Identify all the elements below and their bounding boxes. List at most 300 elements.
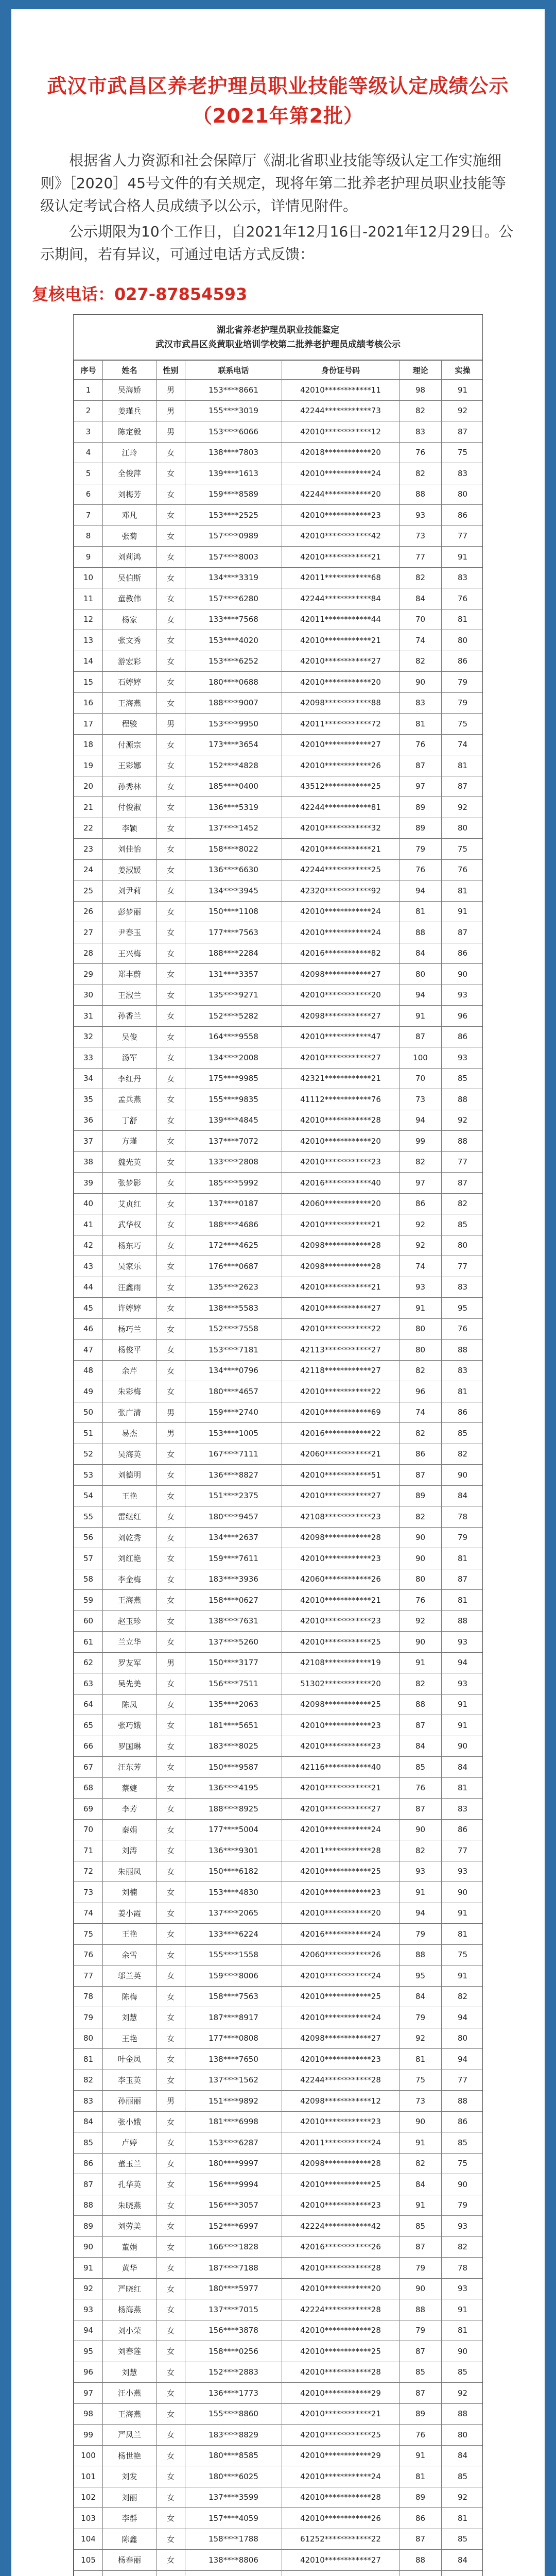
table-cell: 89	[399, 2403, 442, 2425]
table-cell: 95	[74, 2341, 103, 2362]
table-cell: 172****4625	[185, 1235, 282, 1256]
table-cell: 女	[157, 1736, 185, 1757]
table-cell: 42224************28	[282, 2299, 399, 2320]
table-cell: 33	[74, 1047, 103, 1069]
table-cell: 93	[442, 1861, 483, 1882]
table-cell: 42010************25	[282, 1861, 399, 1882]
table-cell: 159****8006	[185, 1965, 282, 1987]
table-cell: 女	[157, 2153, 185, 2174]
table-cell: 96	[399, 1381, 442, 1402]
table-cell: 137****7072	[185, 1131, 282, 1152]
table-cell: 李群	[103, 2508, 157, 2529]
table-cell: 70	[399, 1068, 442, 1089]
table-cell: 85	[442, 2529, 483, 2550]
table-cell: 138****7803	[185, 442, 282, 463]
table-cell: 90	[74, 2236, 103, 2258]
table-cell: 155****3019	[185, 400, 282, 421]
table-cell: 90	[399, 1632, 442, 1653]
table-cell: 91	[442, 2299, 483, 2320]
table-cell: 180****8585	[185, 2445, 282, 2466]
table-cell: 42010************21	[282, 839, 399, 860]
table-cell: 女	[157, 1527, 185, 1548]
table-cell: 女	[157, 1381, 185, 1402]
table-cell: 42010************69	[282, 1402, 399, 1423]
table-cell: 女	[157, 2466, 185, 2487]
table-cell: 82	[399, 1151, 442, 1173]
table-cell: 74	[74, 1903, 103, 1924]
table-cell: 女	[157, 2320, 185, 2341]
table-cell: 42010************21	[282, 1277, 399, 1298]
table-row	[74, 2216, 483, 2237]
table-row	[74, 1173, 483, 1194]
table-row	[74, 2403, 483, 2425]
table-cell: 94	[399, 1903, 442, 1924]
table-cell: 女	[157, 1777, 185, 1799]
table-row	[74, 526, 483, 547]
column-header: 实操	[442, 361, 483, 380]
table-cell: 177****0808	[185, 2028, 282, 2049]
table-cell: 91	[442, 1694, 483, 1715]
table-cell: 42010************23	[282, 1151, 399, 1173]
table-cell: 86	[442, 2111, 483, 2132]
table-cell: 82	[399, 1840, 442, 1861]
table-cell: 女	[157, 1715, 185, 1736]
table-cell: 王彩娜	[103, 755, 157, 776]
table-cell: 42244************20	[282, 484, 399, 505]
table-cell: 93	[399, 505, 442, 526]
table-cell: 王海燕	[103, 2403, 157, 2425]
table-cell: 王艳	[103, 1485, 157, 1506]
table-cell: 42010************24	[282, 2466, 399, 2487]
table-cell: 黄华	[103, 2258, 157, 2279]
table-cell: 105	[74, 2550, 103, 2571]
table-cell: 158****0627	[185, 1590, 282, 1611]
table-cell: 42016************24	[282, 1924, 399, 1945]
table-cell: 90	[442, 2174, 483, 2195]
table-cell: 22	[74, 818, 103, 839]
table-row	[74, 505, 483, 526]
table-cell: 136****5319	[185, 797, 282, 818]
table-cell: 76	[399, 442, 442, 463]
table-cell: 90	[442, 964, 483, 985]
table-row	[74, 985, 483, 1006]
table-cell: 42016************40	[282, 1173, 399, 1194]
table-cell: 42010************27	[282, 1047, 399, 1069]
table-cell: 27	[74, 922, 103, 943]
table-cell: 女	[157, 1131, 185, 1152]
table-cell: 刘慧	[103, 2007, 157, 2028]
table-cell: 李颖	[103, 818, 157, 839]
table-cell: 156****3057	[185, 2195, 282, 2216]
table-cell: 150****6182	[185, 1861, 282, 1882]
table-cell: 43	[74, 1256, 103, 1277]
table-cell: 85	[399, 2216, 442, 2237]
table-cell: 杨俊平	[103, 1340, 157, 1361]
table-cell: 42010************27	[282, 1485, 399, 1506]
table-cell: 84	[399, 588, 442, 609]
table-cell: 153****7181	[185, 1340, 282, 1361]
table-cell: 72	[74, 1861, 103, 1882]
table-cell: 152****6997	[185, 2216, 282, 2237]
table-cell: 90	[399, 1527, 442, 1548]
table-cell: 42010************51	[282, 1465, 399, 1486]
table-cell: 75	[442, 442, 483, 463]
table-cell: 94	[399, 880, 442, 902]
table-cell: 86	[399, 1193, 442, 1214]
table-row	[74, 964, 483, 985]
table-cell: 女	[157, 2278, 185, 2299]
table-cell: 女	[157, 755, 185, 776]
table-cell: 180****6025	[185, 2466, 282, 2487]
table-cell: 女	[157, 2383, 185, 2404]
table-cell: 女	[157, 588, 185, 609]
table-cell: 92	[399, 2028, 442, 2049]
table-cell: 雷继红	[103, 1506, 157, 1528]
table-cell: 石婷婷	[103, 672, 157, 693]
table-cell: 77	[442, 2070, 483, 2091]
table-row	[74, 1214, 483, 1235]
table-cell: 81	[74, 2049, 103, 2070]
table-cell: 185****5992	[185, 1173, 282, 1194]
table-cell: 81	[399, 2466, 442, 2487]
table-row	[74, 1548, 483, 1569]
table-cell: 98	[399, 380, 442, 401]
table-cell: 女	[157, 1277, 185, 1298]
table-row	[74, 1799, 483, 1820]
table-cell: 女	[157, 2403, 185, 2425]
table-cell: 女	[157, 2341, 185, 2362]
table-cell: 99	[74, 2425, 103, 2446]
table-cell: 94	[74, 2320, 103, 2341]
table-cell: 98	[74, 2403, 103, 2425]
table-cell: 87	[399, 2383, 442, 2404]
table-cell: 42010************23	[282, 1882, 399, 1903]
table-cell: 76	[74, 1944, 103, 1965]
table-row	[74, 1444, 483, 1465]
table-cell: 94	[442, 2049, 483, 2070]
announcement-page	[11, 9, 545, 2576]
table-cell: 86	[442, 1402, 483, 1423]
table-cell: 183****8025	[185, 1736, 282, 1757]
table-cell: 188****8925	[185, 1799, 282, 1820]
table-row	[74, 2425, 483, 2446]
table-cell: 男	[157, 714, 185, 735]
table-row	[74, 380, 483, 401]
table-cell: 88	[399, 1694, 442, 1715]
table-cell: 女	[157, 1006, 185, 1027]
table-cell	[103, 2570, 157, 2576]
table-cell: 137****3599	[185, 2487, 282, 2508]
table-cell: 刘丽	[103, 2487, 157, 2508]
table-cell: 82	[399, 1506, 442, 1528]
table-cell: 62	[74, 1652, 103, 1673]
table-cell: 80	[442, 484, 483, 505]
table-cell	[399, 2570, 442, 2576]
table-cell: 91	[442, 380, 483, 401]
table-cell: 孙丽丽	[103, 2091, 157, 2112]
table-cell: 杨海燕	[103, 2299, 157, 2320]
table-row	[74, 2236, 483, 2258]
table-cell: 70	[399, 609, 442, 630]
table-cell: 82	[399, 463, 442, 484]
table-cell: 32	[74, 1026, 103, 1047]
table-cell: 42098************12	[282, 2091, 399, 2112]
table-cell: 8	[74, 526, 103, 547]
table-row	[74, 2445, 483, 2466]
table-cell: 10	[74, 567, 103, 588]
table-cell: 80	[442, 2028, 483, 2049]
table-cell: 82	[74, 2070, 103, 2091]
table-cell: 女	[157, 859, 185, 880]
table-cell: 97	[74, 2383, 103, 2404]
table-cell: 29	[74, 964, 103, 985]
table-cell: 42010************24	[282, 1819, 399, 1840]
column-header: 性别	[157, 361, 185, 380]
table-cell: 68	[74, 1777, 103, 1799]
table-cell: 177****7563	[185, 922, 282, 943]
table-cell: 42010************23	[282, 1611, 399, 1632]
table-cell: 88	[399, 2299, 442, 2320]
table-cell: 50	[74, 1402, 103, 1423]
table-cell: 82	[399, 651, 442, 672]
table-cell: 135****9271	[185, 985, 282, 1006]
table-cell: 58	[74, 1569, 103, 1590]
table-cell: 34	[74, 1068, 103, 1089]
table-row	[74, 1381, 483, 1402]
table-cell: 90	[399, 1819, 442, 1840]
table-cell: 王兴梅	[103, 943, 157, 964]
table-cell: 吴伯斯	[103, 567, 157, 588]
table-row	[74, 1151, 483, 1173]
table-cell: 92	[442, 400, 483, 421]
table-cell: 女	[157, 1298, 185, 1319]
table-cell: 男	[157, 380, 185, 401]
table-cell: 42010************27	[282, 1298, 399, 1319]
table-cell: 70	[74, 1819, 103, 1840]
table-cell: 朱丽凤	[103, 1861, 157, 1882]
table-cell: 42010************29	[282, 2383, 399, 2404]
table-row	[74, 1986, 483, 2007]
table-cell: 女	[157, 526, 185, 547]
table-cell: 女	[157, 1340, 185, 1361]
table-cell: 艾贞红	[103, 1193, 157, 1214]
table-cell: 77	[442, 1256, 483, 1277]
table-cell: 刘佳怡	[103, 839, 157, 860]
table-cell: 76	[399, 734, 442, 755]
table-cell: 易杰	[103, 1423, 157, 1444]
intro-paragraph-2: 公示期限为10个工作日，自2021年12月16日-2021年12月29日。公示期间，若有异议，可通过电话方式反馈：	[40, 223, 513, 263]
table-cell: 135****2623	[185, 1277, 282, 1298]
table-cell: 82	[442, 1193, 483, 1214]
table-cell	[157, 2570, 185, 2576]
table-cell: 42108************19	[282, 1652, 399, 1673]
table-cell: 104	[74, 2529, 103, 2550]
table-cell: 86	[442, 651, 483, 672]
table-cell: 82	[399, 2153, 442, 2174]
table-cell: 153****6066	[185, 421, 282, 443]
table-cell: 93	[442, 985, 483, 1006]
table-cell: 136****1773	[185, 2383, 282, 2404]
table-cell: 80	[399, 1318, 442, 1340]
table-row	[74, 922, 483, 943]
table-cell: 134****3319	[185, 567, 282, 588]
table-cell: 54	[74, 1485, 103, 1506]
table-row	[74, 1340, 483, 1361]
table-cell: 87	[399, 2236, 442, 2258]
table-cell: 42010************24	[282, 463, 399, 484]
table-cell	[74, 2570, 103, 2576]
table-cell: 女	[157, 672, 185, 693]
table-cell: 杨世艳	[103, 2445, 157, 2466]
table-cell: 42011************68	[282, 567, 399, 588]
table-cell: 76	[399, 1777, 442, 1799]
table-cell: 56	[74, 1527, 103, 1548]
table-cell: 女	[157, 1318, 185, 1340]
table-row	[74, 651, 483, 672]
table-cell: 李玉英	[103, 2070, 157, 2091]
table-cell: 84	[399, 943, 442, 964]
table-cell: 42010************23	[282, 2195, 399, 2216]
table-cell: 45	[74, 1298, 103, 1319]
table-cell: 94	[399, 1110, 442, 1131]
table-cell: 孔华英	[103, 2174, 157, 2195]
table-cell: 102	[74, 2487, 103, 2508]
table-cell: 40	[74, 1193, 103, 1214]
table-cell: 84	[442, 1485, 483, 1506]
intro-paragraph-1: 根据省人力资源和社会保障厅《湖北省职业技能等级认定工作实施细则》［2020］45号文件的有关规定，现将年第二批养老护理员职业技能等级认定考试合格人员成绩予以公示，详情见附件。	[40, 152, 506, 214]
table-cell: 丁舒	[103, 1110, 157, 1131]
table-row	[74, 1506, 483, 1528]
table-cell: 女	[157, 1068, 185, 1089]
table-cell: 86	[399, 2508, 442, 2529]
table-cell: 177****5004	[185, 1819, 282, 1840]
table-row	[74, 1360, 483, 1381]
table-cell: 42098************28	[282, 1527, 399, 1548]
table-cell: 87	[399, 2529, 442, 2550]
table-cell: 男	[157, 1423, 185, 1444]
table-cell: 42010************25	[282, 2341, 399, 2362]
table-cell: 姜瑾兵	[103, 400, 157, 421]
column-header: 身份证号码	[282, 361, 399, 380]
table-cell: 42018************20	[282, 442, 399, 463]
table-cell: 李金梅	[103, 1569, 157, 1590]
table-cell: 42010************32	[282, 818, 399, 839]
table-cell: 42098************27	[282, 2028, 399, 2049]
table-cell: 女	[157, 1757, 185, 1778]
table-cell: 80	[399, 1569, 442, 1590]
table-cell: 157****0989	[185, 526, 282, 547]
table-cell: 92	[442, 1110, 483, 1131]
table-cell: 84	[442, 2550, 483, 2571]
table-cell: 王海燕	[103, 1590, 157, 1611]
table-cell: 42010************24	[282, 922, 399, 943]
table-cell: 93	[442, 1673, 483, 1694]
table-row	[74, 797, 483, 818]
table-cell: 女	[157, 1903, 185, 1924]
table-cell: 女	[157, 547, 185, 568]
table-row	[74, 2529, 483, 2550]
table-cell: 82	[399, 567, 442, 588]
table-row	[74, 1757, 483, 1778]
table-cell: 魏光英	[103, 1151, 157, 1173]
table-cell: 女	[157, 1193, 185, 1214]
table-cell: 陈梅	[103, 1986, 157, 2007]
table-cell: 188****4686	[185, 1214, 282, 1235]
table-cell: 女	[157, 922, 185, 943]
table-cell: 42098************25	[282, 1694, 399, 1715]
table-cell: 83	[442, 567, 483, 588]
table-cell: 女	[157, 2195, 185, 2216]
table-cell: 42	[74, 1235, 103, 1256]
table-cell: 17	[74, 714, 103, 735]
table-cell: 88	[399, 922, 442, 943]
table-row	[74, 1047, 483, 1069]
table-cell: 81	[399, 901, 442, 922]
table-cell: 刘梅芳	[103, 484, 157, 505]
table-cell: 30	[74, 985, 103, 1006]
table-cell: 134****2637	[185, 1527, 282, 1548]
table-cell: 157****6280	[185, 588, 282, 609]
table-cell: 65	[74, 1715, 103, 1736]
table-cell: 42244************84	[282, 588, 399, 609]
table-cell: 90	[442, 2341, 483, 2362]
table-cell: 42010************20	[282, 985, 399, 1006]
table-cell: 邬兰英	[103, 1965, 157, 1987]
table-cell: 孙秀林	[103, 776, 157, 797]
table-cell: 158****0256	[185, 2341, 282, 2362]
table-cell: 42011************44	[282, 609, 399, 630]
table-row	[74, 901, 483, 922]
table-row	[74, 1089, 483, 1110]
table-cell: 女	[157, 1569, 185, 1590]
table-row	[74, 2028, 483, 2049]
table-cell: 180****9457	[185, 1506, 282, 1528]
table-cell: 汤军	[103, 1047, 157, 1069]
table-cell: 91	[442, 1715, 483, 1736]
table-cell: 183****3936	[185, 1569, 282, 1590]
table-cell: 王海燕	[103, 692, 157, 714]
table-cell: 136****8827	[185, 1465, 282, 1486]
table-cell: 尹春玉	[103, 922, 157, 943]
table-cell: 150****3177	[185, 1652, 282, 1673]
table-cell: 93	[74, 2299, 103, 2320]
table-cell: 93	[399, 1277, 442, 1298]
table-row	[74, 859, 483, 880]
table-cell: 42010************21	[282, 630, 399, 651]
table-cell: 女	[157, 818, 185, 839]
table-cell: 42010************29	[282, 2445, 399, 2466]
table-cell: 42010************42	[282, 526, 399, 547]
table-caption-line-1: 湖北省养老护理员职业技能鉴定	[217, 325, 339, 335]
table-cell: 女	[157, 776, 185, 797]
table-cell: 42116************40	[282, 1757, 399, 1778]
table-cell: 42098************28	[282, 1256, 399, 1277]
table-cell: 158****8022	[185, 839, 282, 860]
table-cell: 42010************12	[282, 421, 399, 443]
table-cell: 王淑兰	[103, 985, 157, 1006]
table-row	[74, 2132, 483, 2154]
column-header: 联系电话	[185, 361, 282, 380]
table-cell: 张巧娥	[103, 1715, 157, 1736]
table-cell: 74	[442, 734, 483, 755]
table-row	[74, 714, 483, 735]
table-cell: 139****1613	[185, 463, 282, 484]
table-cell: 女	[157, 2258, 185, 2279]
table-cell: 91	[442, 547, 483, 568]
table-cell: 88	[442, 1089, 483, 1110]
table-cell: 76	[442, 588, 483, 609]
table-cell: 93	[399, 1861, 442, 1882]
